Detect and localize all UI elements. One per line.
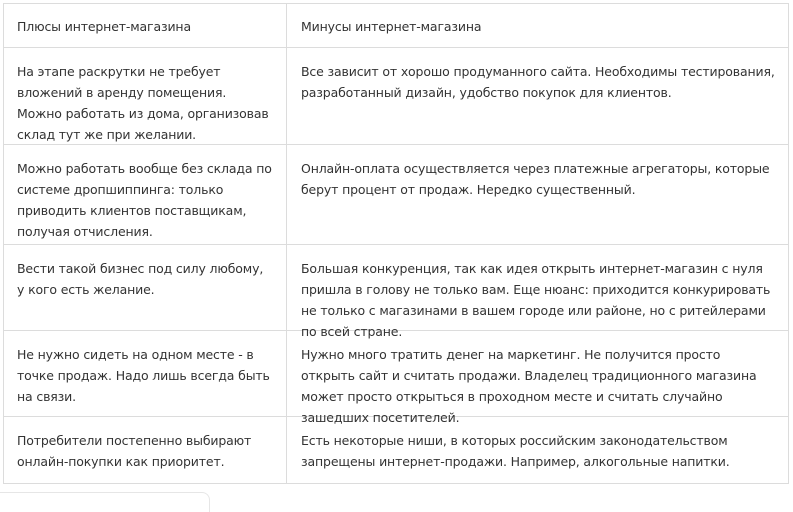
pros-cons-table [3,3,789,484]
table-row [4,416,788,483]
header-cons: Минусы интернет-магазина [301,19,482,34]
cons-cell: Есть некоторые ниши, в которых российским законодательством запрещены интернет-продажи. Например, алкогольные напитки. [301,433,730,469]
table-row [4,144,788,244]
table-row [4,330,788,425]
pros-cell: Можно работать вообще без склада по системе дропшиппинга: только приводить клиентов поставщикам, получая отчисления. [4,145,287,244]
cons-cell: Все зависит от хорошо продуманного сайта. Необходимы тестирования, разработанный дизайн, удобство покупок для клиентов. [301,64,775,100]
pros-cell: Не нужно сидеть на одном месте - в точке продаж. Надо лишь всегда быть на связи. [4,331,287,416]
table-row [4,47,788,144]
pros-cell: Потребители постепенно выбирают онлайн-покупки как приоритет. [4,417,287,483]
header-pros: Плюсы интернет-магазина [4,4,287,47]
bottom-divider [0,492,210,512]
pros-cell: Вести такой бизнес под силу любому, у кого есть желание. [4,245,287,330]
table-header-row [4,4,788,47]
table-row [4,244,788,339]
cons-cell: Онлайн-оплата осуществляется через платежные агрегаторы, которые берут процент от продаж. Нередко существенный. [301,161,770,197]
pros-cell: На этапе раскрутки не требует вложений в аренду помещения. Можно работать из дома, организовав склад тут же при желании. [4,48,287,144]
cons-cell: Большая конкуренция, так как идея открыть интернет-магазин с нуля пришла в голову не только вам. Еще нюанс: приходится конкурировать не только с магазинами в вашем городе или районе, но с ритейлерами по всей стране. [301,261,771,339]
cons-cell: Нужно много тратить денег на маркетинг. Не получится просто открыть сайт и считать продажи. Владелец традиционного магазина может просто открыться в проходном месте и считать случайно зашедших посетителей. [301,347,757,425]
